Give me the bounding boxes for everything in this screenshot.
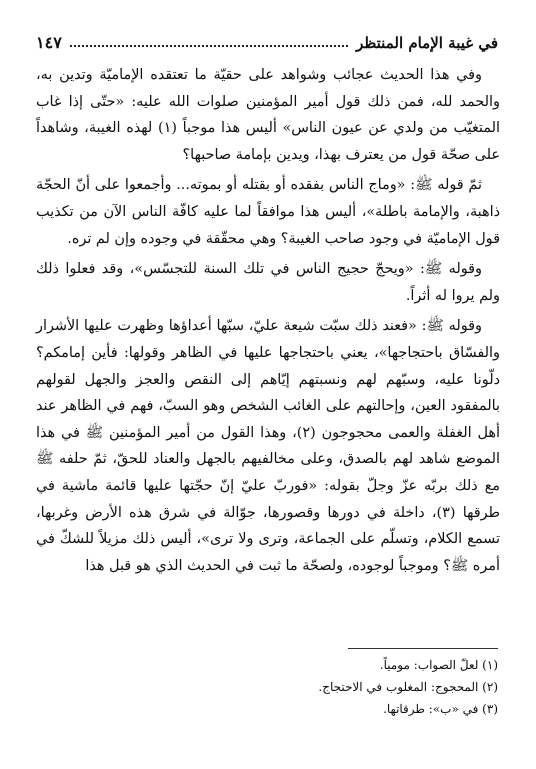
paragraph: ثمّ قوله ﷺ: «وماج الناس بفقده أو بقتله أو بموته... وأجمعوا على أنّ الحجّة ذاهبة، والإمامة باطلة»، أليس هذا موافقاً لما عليه كافّة الناس الآن من تكذيب قول الإماميّة في وجود صاحب الغيبة؟ وهي محقّقة في وجوده وإن لم تره. [36,177,500,247]
footnote: (٣) في «ب»: طرقاتها. [383,702,498,716]
page-number: ١٤٧ [36,33,62,52]
header-title: في غيبة الإمام المنتظر [356,34,498,52]
running-header [36,30,498,52]
footnotes [200,654,498,720]
header-dot-leader [70,45,348,47]
paragraph: وفي هذا الحديث عجائب وشواهد على حقيّة ما تعتقده الإماميّة وتدين به، والحمد لله، فمن ذلك قول أمير المؤمنين صلوات الله عليه: «حتّى إذا غاب المتغيّب من ولدي عن عيون الناس» أليس هذا موجباً (١) لهذه الغيبة، وشاهداً على صحّة قول من يعترف بهذا، ويدين بإمامة صاحبها؟ [36,67,500,163]
footnote-divider [348,648,498,649]
paragraph: وقوله ﷺ: «ويحجّ حجيج الناس في تلك السنة للتجسّس»، وقد فعلوا ذلك ولم يروا له أثراً. [36,261,500,304]
main-text [36,62,500,583]
footnote: (١) لعلّ الصواب: مومياً. [379,658,498,672]
footnote: (٢) المحجوج: المغلوب في الاحتجاج. [318,680,498,694]
paragraph: وقوله ﷺ: «فعند ذلك سبّت شيعة عليّ، سبّها أعداؤها وظهرت عليها الأشرار والفسّاق باحتجاجها»، يعني باحتجاجها عليها في الظاهر وقولها: فأين إمامكم؟ دلّونا عليه، وسبّهم لهم ونسبتهم إيّاهم إلى النقص والعجز والجهل لقولهم بالمفقود العين، وإحالتهم على الغائب الشخص وهو السبّ، فهم في الظاهر عند أهل الغفلة والعمى محجوجون (٢)، وهذا القول من أمير المؤمنين ﷺ في هذا الموضع شاهد لهم بالصدق، وعلى مخالفيهم بالجهل والعناد للحقّ، ثمّ حلفه ﷺ مع ذلك بربّه عزّ وجلّ بقوله: «فوربّ عليّ إنّ حجّتها عليها قائمة ماشية في طرقها (٣)، داخلة في دورها وقصورها، جوّالة في شرق هذه الأرض وغربها، تسمع الكلام، وتسلّم على الجماعة، وترى ولا ترى»، أليس ذلك مزيلاً للشكّ في أمره ﷺ؟ وموجباً لوجوده، ولصحّة ما ثبت في الحديث الذي هو قبل هذا [36,318,500,574]
